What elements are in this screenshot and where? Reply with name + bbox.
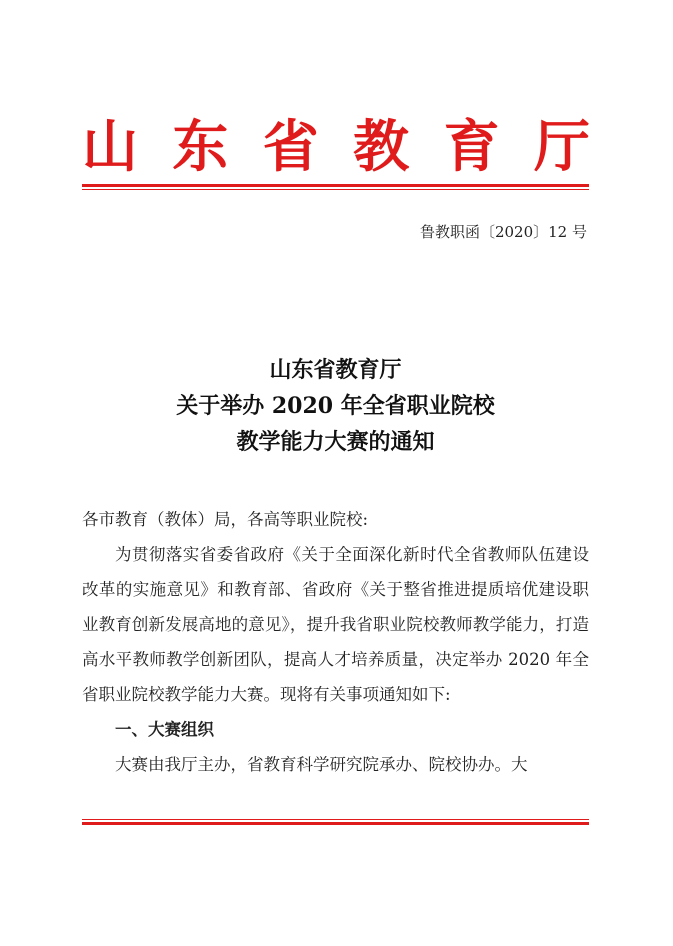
salutation: 各市教育（教体）局，各高等职业院校: bbox=[82, 510, 369, 529]
masthead-char: 教 bbox=[353, 114, 410, 180]
title-line: 教学能力大赛的通知 bbox=[236, 429, 435, 455]
document-body bbox=[82, 502, 589, 782]
document-title bbox=[82, 352, 589, 460]
masthead-char: 厅 bbox=[533, 114, 590, 180]
section-heading: 一、大赛组织 bbox=[115, 720, 214, 739]
masthead-char: 山 bbox=[82, 114, 138, 180]
masthead-char: 省 bbox=[262, 114, 319, 180]
title-line: 山东省教育厅 bbox=[269, 357, 402, 383]
body-paragraph: 为贯彻落实省委省政府《关于全面深化新时代全省教师队伍建设改革的实施意见》和教育部、省政府《关于整省推进提质培优建设职业教育创新发展高地的意见》，提升我省职业院校教师教学能力，打造高水平教师教学创新团队，提高人才培养质量，决定举办 2020 年全省职业院校教学能力大赛。现将有关事项通知如下: bbox=[82, 545, 589, 704]
masthead-char: 育 bbox=[443, 114, 500, 180]
masthead-rule-thin bbox=[82, 189, 589, 190]
masthead-char: 东 bbox=[172, 114, 229, 180]
masthead-rule-thick bbox=[82, 184, 589, 187]
footer-rule-thick bbox=[82, 822, 589, 825]
footer-rule-thin bbox=[82, 819, 589, 820]
title-line: 关于举办 2020 年全省职业院校 bbox=[176, 393, 495, 419]
masthead bbox=[82, 114, 590, 180]
body-paragraph: 大赛由我厅主办，省教育科学研究院承办、院校协办。大 bbox=[115, 755, 528, 774]
document-number: 鲁教职函〔2020〕12 号 bbox=[419, 223, 587, 241]
